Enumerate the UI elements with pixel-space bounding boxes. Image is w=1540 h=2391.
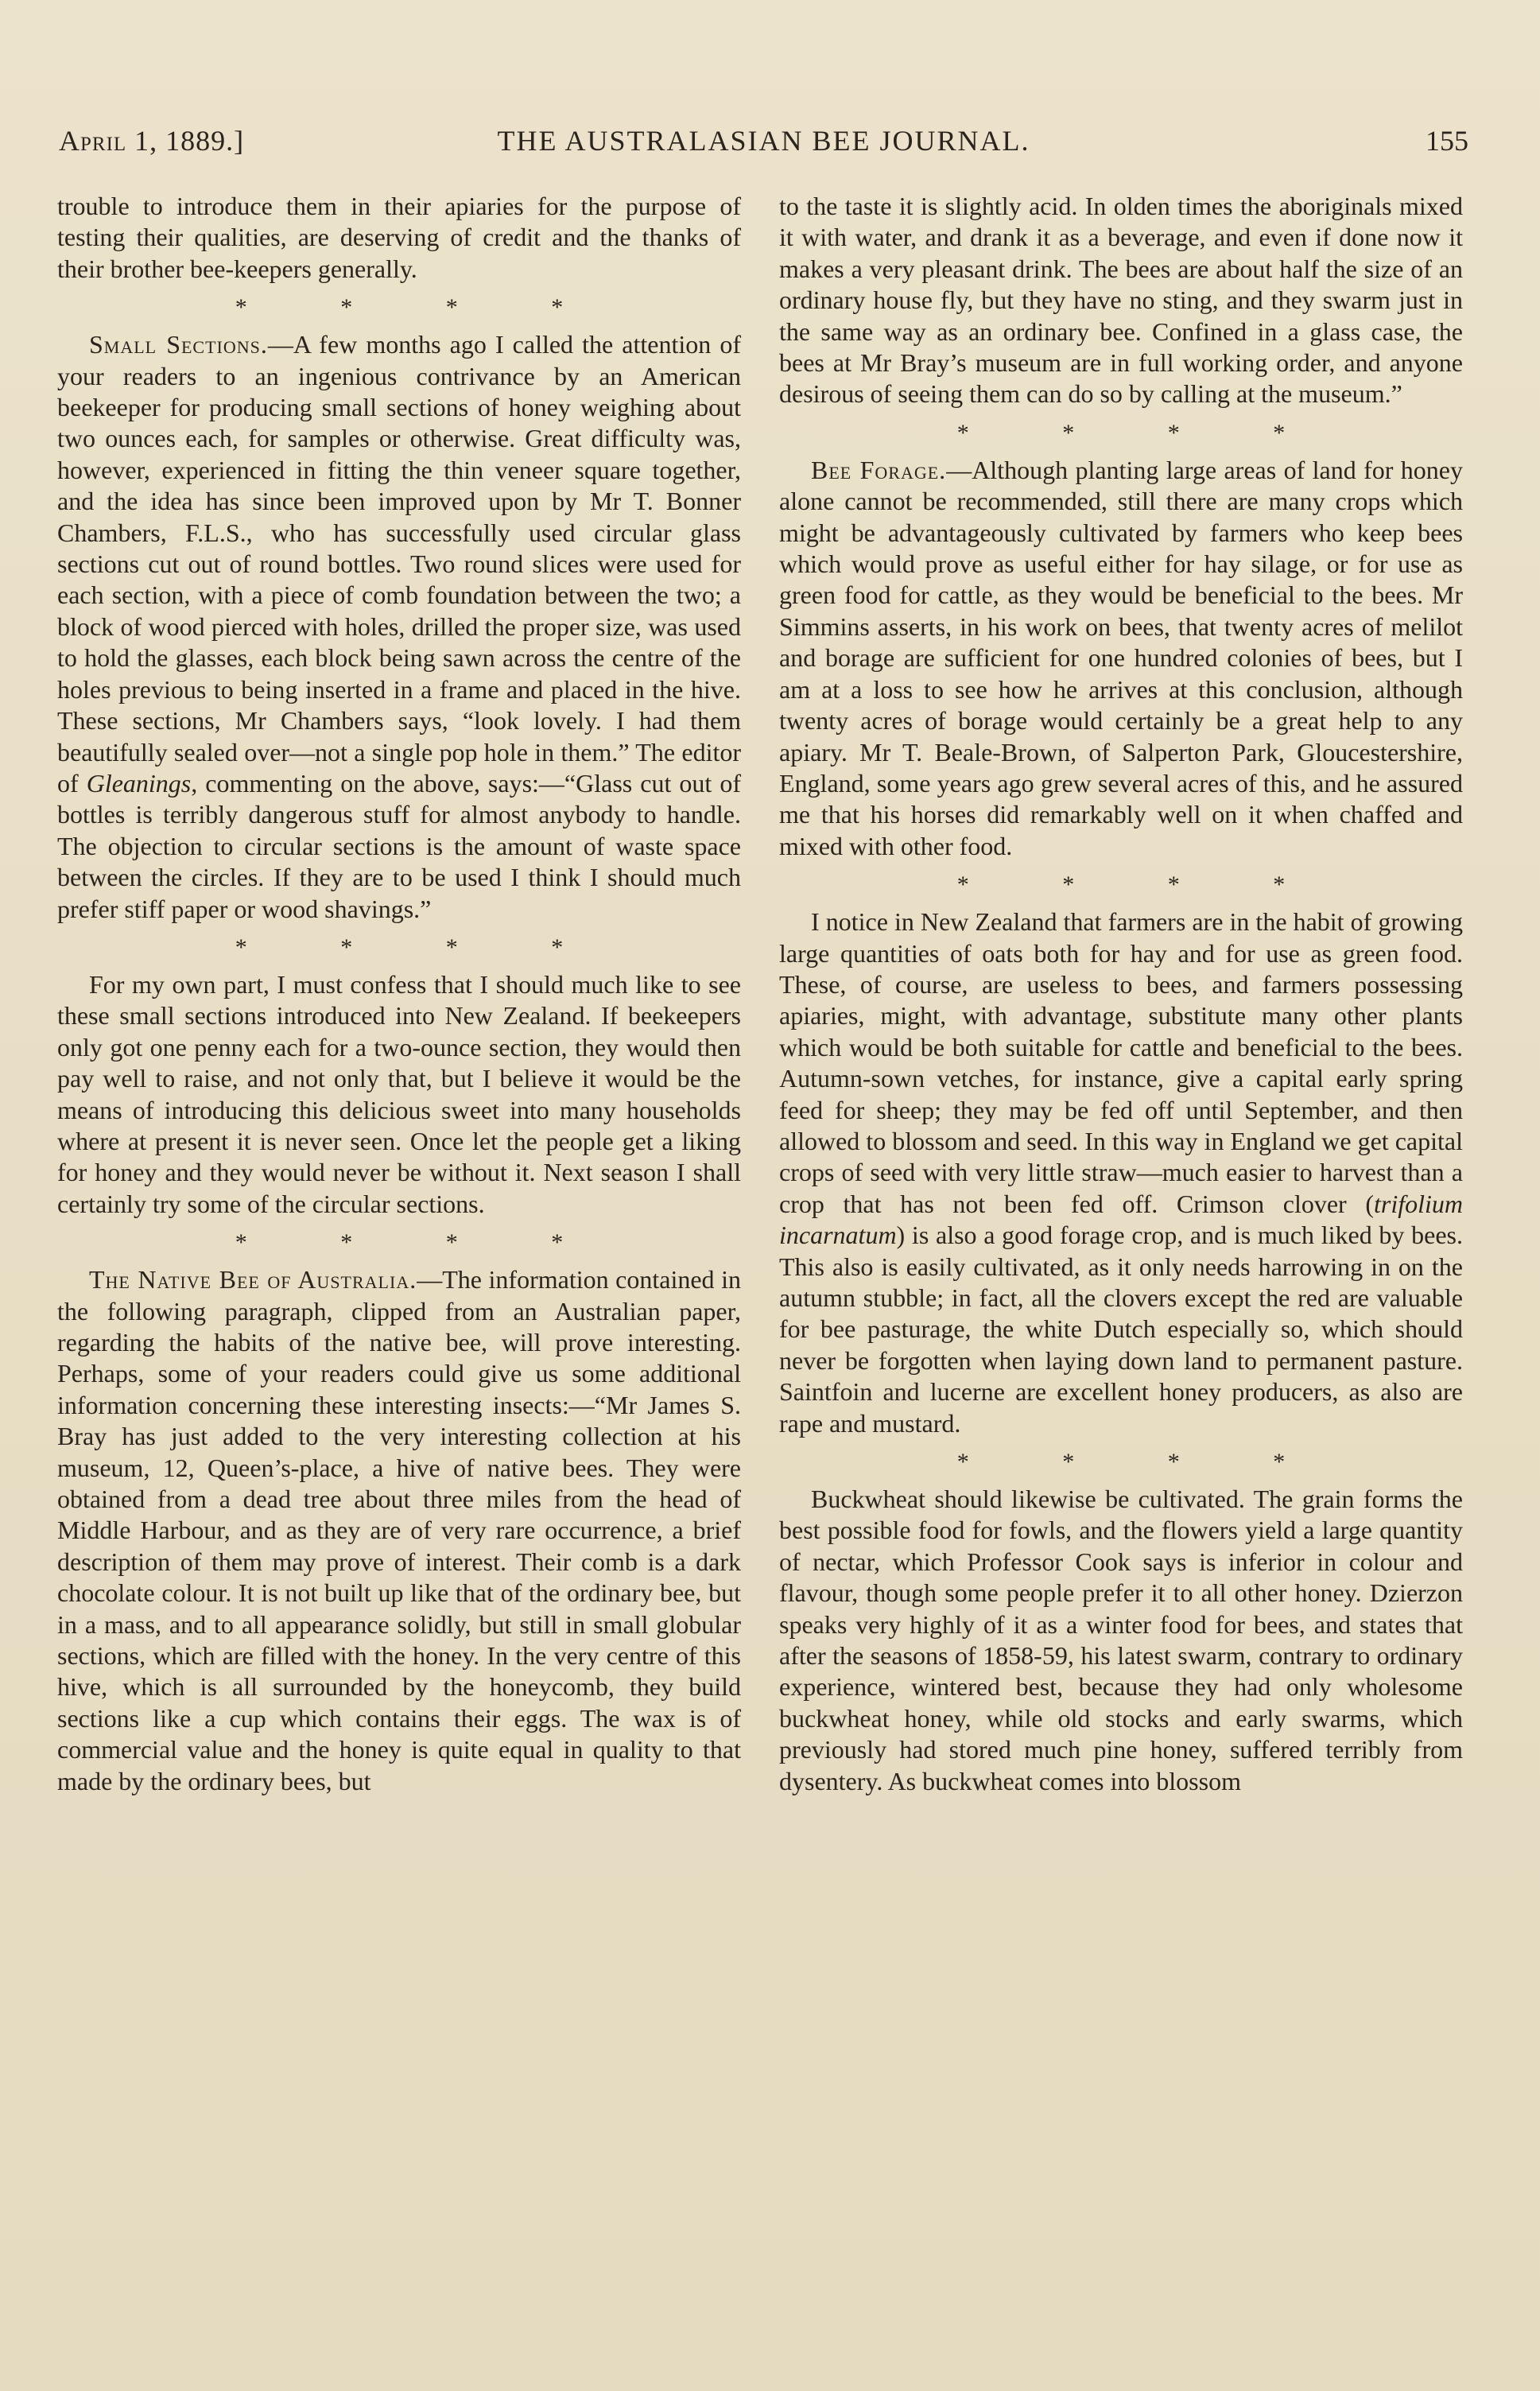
journal-title: THE AUSTRALASIAN BEE JOURNAL. [497, 125, 1030, 157]
paragraph-text: , commenting on the above, says:—“Glass cut out of bottles is terribly dangerous stuff for almost anybody to handle. The objection to circular sections is the amount of waste space between the circles. If they are to be used I think I should much prefer stiff paper or wood shavings.” [57, 768, 742, 923]
section-divider: * * * * [956, 1449, 1286, 1476]
paragraph: Buckwheat should likewise be cultivated. The grain forms the best possible food for fowls, and the flowers yield a large quantity of nectar, which Professor Cook says is inferior in colour and flavour, though some people prefer it to all other honey. Dzierzon speaks very highly of it as a winter food for bees, and states that after the seasons of 1858-59, his latest swarm, contrary to ordinary experience, wintered best, because they had only wholesome buckwheat honey, while old stocks and early swarms, which previously had stored much pine honey, suffered terribly from dysentery. As buckwheat comes into blossom [779, 1485, 1463, 1795]
paragraph: trouble to introduce them in their apiaries for the purpose of testing their qualities, are deserving of credit and the thanks of their brother bee-keepers generally. [57, 192, 741, 283]
section-divider: * * * * [956, 419, 1286, 446]
publication-title: Gleanings [86, 768, 192, 798]
right-column [779, 191, 1463, 1797]
section-heading: Small Sections. [89, 330, 268, 359]
issue-date: April 1, 1889.] [59, 125, 245, 157]
paragraph: to the taste it is slightly acid. In olden times the aboriginals mixed it with water, and drank it as a beverage, and even if done now it makes a very pleasant drink. The bees are about half the size of an ordinary house fly, but they have no sting, and they swarm just in the same way as an ordinary bee. Confined in a glass case, the bees at Mr Bray’s museum are in full working order, and anyone desirous of seeing them can do so by calling at the museum.” [779, 192, 1463, 409]
section-divider: * * * * [956, 871, 1286, 899]
paragraph: For my own part, I must confess that I should much like to see these small sections introduced into New Zealand. If beekeepers only got one penny each for a two-ounce section, they would then pay well to raise, and not only that, but I believe it would be the means of introducing this delicious sweet into many households where at present it is never seen. Once let the people get a liking for honey and they would never be without it. Next season I shall certainly try some of the circular sections. [57, 969, 741, 1218]
section-heading: Bee Forage. [811, 455, 947, 484]
paragraph [57, 1264, 741, 1797]
running-header [59, 119, 1468, 167]
paragraph-text: ) is also a good forage crop, and is much liked by bees. This also is easily cultivated, as it only needs harrowing in on the autumn stubble; in fact, all the clovers except the red are valuable for bee pasturage, the white Dutch especially so, which should never be forgotten when laying down land to permanent pasture. Saintfoin and lucerne are excellent honey producers, as also are rape and mustard. [779, 1221, 1463, 1438]
section-divider: * * * * [235, 933, 564, 961]
paragraph [779, 455, 1463, 862]
paragraph-text: I notice in New Zealand that farmers are in the habit of growing large quantities of oats both for hay and for use as green food. These, of course, are useless to bees, and farmers possessing apiaries, might, with advantage, substitute many other plants which would be both suitable for cattle and beneficial to the bees. Autumn-sown vetches, for instance, give a capital early spring feed for sheep; they may be fed off until September, and then allowed to blossom and seed. In this way in England we get capital crops of seed with very little straw—much easier to harvest than a crop that has not been fed off. Crimson clover ( [779, 907, 1463, 1218]
section-heading: The Native Bee of Australia. [89, 1265, 417, 1294]
paragraph [57, 329, 741, 925]
left-column [57, 191, 741, 1797]
paragraph-text: —A few months ago I called the attention of your readers to an ingenious contrivance by an American beekeeper for producing small sections of honey weighing about two ounces each, for samples or otherwise. Great difficulty was, however, experienced in fitting the thin veneer square together, and the idea has since been improved upon by Mr T. Bonner Chambers, F.L.S., who has successfully used circular glass sections cut out of round bottles. Two round slices were used for each section, with a piece of comb foundation between the two; a block of wood pierced with holes, drilled the proper size, was used to hold the glasses, each block being sawn across the centre of the holes previous to being inserted in a frame and placed in the hive. These sections, Mr Chambers says, “look lovely. I had them beautifully sealed over—not a single pop hole in them.” The editor of [57, 330, 742, 798]
page-number: 155 [1426, 125, 1468, 157]
paragraph-text: —Although planting large areas of land for honey alone cannot be recommended, still there are many crops which might be advantageously cultivated by farmers who keep bees which would prove as useful either for hay silage, or for use as green food for cattle, as they would be beneficial to the bees. Mr Simmins asserts, in his work on bees, that twenty acres of melilot and borage are sufficient for one hundred colonies of bees, but I am at a loss to see how he arrives at this conclusion, although twenty acres of borage would certainly be a great help to any apiary. Mr T. Beale-Brown, of Salperton Park, Gloucestershire, England, some years ago grew several acres of this, and he assured me that his horses did remarkably well on it when chaffed and mixed with other food. [779, 455, 1464, 860]
section-divider: * * * * [235, 1229, 564, 1256]
section-divider: * * * * [235, 294, 564, 321]
paragraph [779, 906, 1463, 1439]
latin-name: trifolium incarnatum [779, 1189, 1463, 1250]
paragraph-text: —The information contained in the following paragraph, clipped from an Australian paper, regarding the habits of the native bee, will prove interesting. Perhaps, some of your readers could give us some additional information concerning these interesting insects:—“Mr James S. Bray has just added to the very interesting collection at his museum, 12, Queen’s-place, a hive of native bees. They were obtained from a dead tree about three miles from the head of Middle Harbour, and as they are of very rare occurrence, a brief description of them may prove of interest. Their comb is a dark chocolate colour. It is not built up like that of the ordinary bee, but in a mass, and to all appearance solidly, but still in small globular sections, which are filled with the honey. In the very centre of this hive, which is all surrounded by the honeycomb, they build sections like a cup which contains their eggs. The wax is of commercial value and the honey is quite equal in quality to that made by the ordinary bees, but [57, 1265, 741, 1795]
